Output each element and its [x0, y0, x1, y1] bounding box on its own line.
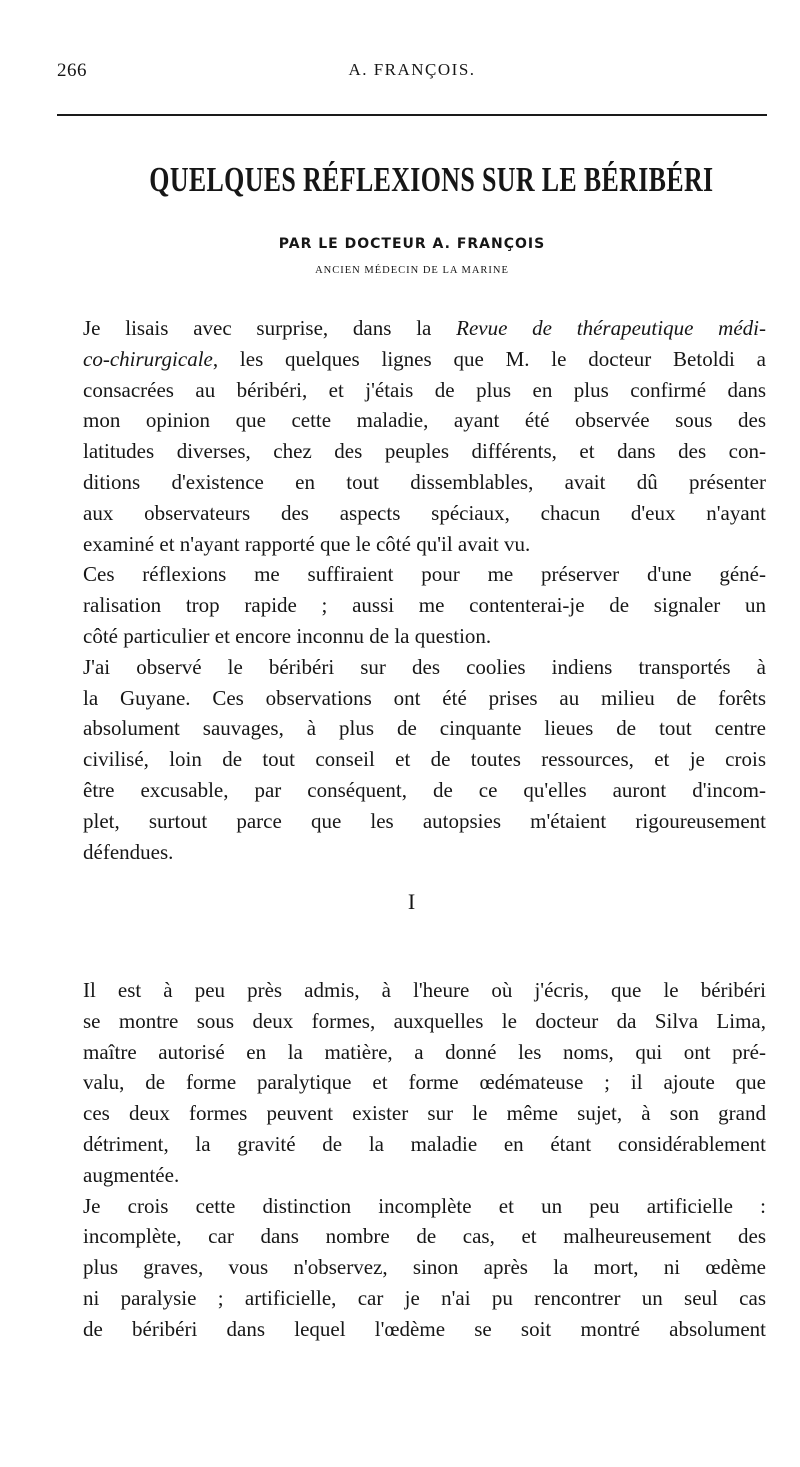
text-line: Ces réflexions me suffiraient pour me préserver d'une géné-	[83, 562, 766, 587]
text-line: défendues.	[83, 839, 174, 864]
paragraph-1	[57, 313, 766, 559]
text-line: augmentée.	[83, 1162, 180, 1187]
text-line: se montre sous deux formes, auxquelles le docteur da Silva Lima,	[83, 1008, 766, 1033]
text-line: maître autorisé en la matière, a donné les noms, qui ont pré-	[83, 1039, 766, 1064]
page-number: 266	[57, 60, 87, 81]
text-line: de béribéri dans lequel l'œdème se soit montré absolument	[83, 1316, 766, 1341]
author-affiliation: ANCIEN MÉDECIN DE LA MARINE	[315, 265, 509, 276]
article-title: QUELQUES RÉFLEXIONS SUR LE BÉRIBÉRI	[149, 160, 714, 199]
paragraph-5	[57, 1191, 766, 1345]
text-line: plus graves, vous n'observez, sinon après la mort, ni œdème	[83, 1255, 766, 1280]
running-title: A. FRANÇOIS.	[348, 60, 476, 79]
text-line	[57, 344, 766, 375]
text-line: plet, surtout parce que les autopsies m'étaient rigoureusement	[83, 808, 766, 833]
section-heading: I	[407, 889, 416, 915]
text-line: ces deux formes peuvent exister sur le même sujet, à son grand	[83, 1101, 766, 1126]
text-line: ni paralysie ; artificielle, car je n'ai pu rencontrer un seul cas	[83, 1285, 766, 1310]
text-line	[57, 313, 766, 344]
text-line: ralisation trop rapide ; aussi me contenterai-je de signaler un	[83, 593, 766, 618]
text-span: Je lisais avec surprise, dans la	[83, 316, 457, 340]
text-line: être excusable, par conséquent, de ce qu'elles auront d'incom-	[83, 777, 766, 802]
journal-title-italic: Revue de thérapeutique médi-	[456, 316, 766, 340]
article-body	[57, 313, 766, 938]
text-line: incomplète, car dans nombre de cas, et malheureusement des	[83, 1224, 766, 1249]
journal-title-italic: co-chirurgicale	[83, 346, 213, 371]
text-line: consacrées au béribéri, et j'étais de plus en plus confirmé dans	[83, 377, 766, 402]
text-line: valu, de forme paralytique et forme œdémateuse ; il ajoute que	[83, 1070, 766, 1095]
text-line: la Guyane. Ces observations ont été prises au milieu de forêts	[83, 685, 766, 710]
article-body-section-1	[57, 975, 766, 1345]
text-span: , les quelques lignes que M. le docteur Betoldi a	[212, 346, 766, 371]
paragraph-3	[57, 652, 766, 868]
byline: PAR LE DOCTEUR A. FRANÇOIS	[278, 236, 546, 252]
text-line: absolument sauvages, à plus de cinquante lieues de tout centre	[83, 716, 766, 741]
header-rule	[57, 114, 767, 116]
running-head	[57, 60, 767, 90]
text-line: civilisé, loin de tout conseil et de toutes ressources, et je crois	[83, 747, 766, 772]
text-line: côté particulier et encore inconnu de la question.	[83, 623, 492, 648]
text-line: Je crois cette distinction incomplète et un peu artificielle :	[83, 1193, 766, 1218]
text-line: J'ai observé le béribéri sur des coolies indiens transportés à	[83, 654, 766, 679]
text-line: aux observateurs des aspects spéciaux, chacun d'eux n'ayant	[83, 500, 766, 525]
text-line: mon opinion que cette maladie, ayant été observée sous des	[83, 408, 766, 433]
text-line: Il est à peu près admis, à l'heure où j'écris, que le béribéri	[83, 978, 766, 1002]
text-line: latitudes diverses, chez des peuples différents, et dans des con-	[83, 439, 766, 464]
paragraph-2	[57, 559, 766, 651]
text-line: ditions d'existence en tout dissemblables, avait dû présenter	[83, 469, 766, 494]
text-line: détriment, la gravité de la maladie en étant considérablement	[83, 1131, 766, 1156]
text-line: examiné et n'ayant rapporté que le côté qu'il avait vu.	[83, 531, 531, 556]
paragraph-4	[57, 975, 766, 1191]
